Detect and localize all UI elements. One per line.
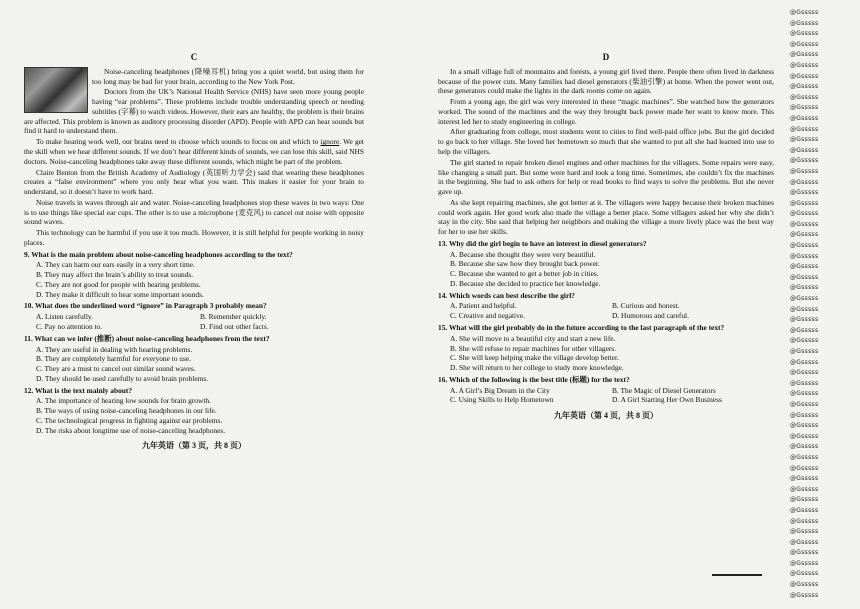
margin-pattern-line: @Gsssss [790, 506, 819, 514]
margin-pattern-line: @Gsssss [790, 485, 819, 493]
question: 13. Why did the girl begin to have an interest in diesel generators? [438, 238, 647, 248]
option: B. The ways of using noise-canceling headphones in our life. [36, 406, 217, 416]
section-letter: C [190, 52, 198, 62]
margin-pattern-line: @Gsssss [790, 443, 819, 451]
margin-pattern-line: @Gsssss [790, 295, 819, 303]
option: C. Using Skills to Help Hometown [450, 395, 554, 405]
margin-pattern-line: @Gsssss [790, 591, 819, 598]
margin-pattern-line: @Gsssss [790, 432, 819, 440]
margin-pattern-line: @Gsssss [790, 189, 819, 197]
option: D. They should be used carefully to avoid brain problems. [36, 373, 209, 383]
paragraph: As she kept repairing machines, she got better at it. The villagers were happy because their broken machines could work again. Her good work also made the village a better place. Some villagers asked her why she didn’t stay in the city. She said that helping her neighbors and making the village a more lively place was the best way for her to use her skills. [438, 197, 774, 237]
margin-pattern-line: @Gsssss [790, 136, 819, 144]
margin-pattern-line: @Gsssss [790, 400, 819, 408]
option: B. The Magic of Diesel Generators [612, 385, 716, 395]
margin-pattern-line: @Gsssss [790, 210, 819, 218]
option: A. Listen carefully. [36, 312, 93, 322]
margin-pattern-line: @Gsssss [790, 581, 819, 589]
margin-pattern-line: @Gsssss [790, 316, 819, 324]
exam-page-right [438, 0, 774, 609]
margin-pattern-line: @Gsssss [790, 146, 819, 154]
margin-pattern-line: @Gsssss [790, 390, 819, 398]
margin-pattern-line: @Gsssss [790, 305, 819, 313]
paragraph: Claire Benton from the British Academy of Audiology (英国听力学会) said that wearing these headphones creates a “false environment” where you only hear what you want. This makes it easier for your brain to understand, so it doesn’t have to work hard. [24, 167, 364, 197]
option: A. The importance of hearing low sounds for brain growth. [36, 396, 211, 406]
paragraph: The girl started to repair broken diesel engines and other machines for the villagers. Some repairs were easy, like changing a small part. But some were hard and took a long time. Sometimes, she couldn’t fix the machines in the beginning. She had to ask others for help or read books to find ways to solve the problems. But she never gave up. [438, 157, 774, 197]
paragraph: To make hearing work well, our brains need to choose which sounds to focus on and which to ignore. We get the skill when we hear different sounds. If we don’t hear different kinds of sounds, we can lose this skill, said NHS doctors. Noise-canceling headphones take away these different sounds, which might be part of the problem. [24, 137, 364, 166]
option: D. Because she decided to practice her knowledge. [450, 278, 601, 288]
margin-pattern-line: @Gsssss [790, 464, 819, 472]
option: D. They make it difficult to hear some important sounds. [36, 289, 204, 299]
margin-pattern-line: @Gsssss [790, 9, 819, 16]
margin-pattern-line: @Gsssss [790, 30, 819, 38]
option: C. They are a must to cancel out similar sound waves. [36, 364, 196, 374]
margin-pattern-line: @Gsssss [790, 242, 819, 250]
option: C. Because she wanted to get a better job in cities. [450, 269, 599, 279]
option: A. She will move to a beautiful city and start a new life. [450, 333, 616, 343]
margin-pattern-line: @Gsssss [790, 157, 819, 165]
paragraph: In a small village full of mountains and forests, a young girl lived there. People there often lived in darkness because of the power cuts. Many families had diesel generators (柴油引擎) at home. When the power went out, these generators could make the lights in the dark rooms come on again. [438, 66, 774, 96]
margin-pattern-line: @Gsssss [790, 231, 819, 239]
option: D. The risks about longtime use of noise-canceling headphones. [36, 425, 226, 435]
option: B. Remember quickly. [200, 312, 267, 322]
paragraph: From a young age, the girl was very interested in these “magic machines”. She watched how the generators worked. The sound of the machines and the way they brought back power made her want to know more. This interest led her to study engineering in college. [438, 97, 774, 126]
margin-pattern-line: @Gsssss [790, 93, 819, 101]
margin-pattern-line: @Gsssss [790, 475, 819, 483]
paragraph: This technology can be harmful if you use it too much. However, it is still helpful for people working in noisy places. [24, 228, 364, 247]
question: 11. What can we infer (推断) about noise-canceling headphones from the text? [24, 333, 270, 343]
margin-pattern-line: @Gsssss [790, 114, 819, 122]
option: A. Patient and helpful. [450, 301, 517, 311]
margin-pattern [790, 8, 852, 598]
paragraph: Noise travels in waves through air and water. Noise-canceling headphones stop these waves in two ways: One is to use things like special ear cups. The other is to use a microphone (麦克风) to cancel out noise with opposite sound waves. [24, 197, 364, 227]
divider-line [712, 574, 762, 576]
margin-pattern-line: @Gsssss [790, 358, 819, 366]
option: B. Because she saw how they brought back power. [450, 259, 600, 269]
option: D. Find out other facts. [200, 322, 269, 332]
margin-pattern-line: @Gsssss [790, 538, 819, 546]
option: B. Curious and honest. [612, 301, 680, 311]
page-footer: 九年英语（第 3 页，共 8 页） [142, 441, 246, 451]
option: A. A Girl’s Big Dream in the City [450, 385, 550, 395]
margin-pattern-line: @Gsssss [790, 83, 819, 91]
margin-pattern-line: @Gsssss [790, 199, 819, 207]
option: B. She will refuse to repair machines for other villagers. [450, 343, 617, 353]
page-footer: 九年英语（第 4 页，共 8 页） [554, 411, 658, 421]
margin-pattern-line: @Gsssss [790, 369, 819, 377]
margin-pattern-line: @Gsssss [790, 167, 819, 175]
margin-pattern-line: @Gsssss [790, 19, 819, 27]
margin-pattern-line: @Gsssss [790, 125, 819, 133]
question: 15. What will the girl probably do in the future according to the last paragraph of the text? [438, 323, 725, 333]
margin-pattern-line: @Gsssss [790, 570, 819, 578]
question: 10. What does the underlined word “ignore” in Paragraph 3 probably mean? [24, 301, 267, 311]
option: D. A Girl Starting Her Own Business [612, 395, 722, 405]
margin-pattern-line: @Gsssss [790, 273, 819, 281]
headphones-photo [24, 67, 88, 113]
option: C. They are not good for people with hearing problems. [36, 279, 201, 289]
section-letter: D [602, 52, 610, 62]
margin-pattern-line: @Gsssss [790, 559, 819, 567]
option: A. They are useful in dealing with hearing problems. [36, 344, 193, 354]
margin-pattern-line: @Gsssss [790, 61, 819, 69]
margin-pattern-line: @Gsssss [790, 528, 819, 536]
margin-pattern-line: @Gsssss [790, 453, 819, 461]
paragraph: After graduating from college, most students went to cities to find well-paid office jobs. But the girl decided to go back to her village. She loved her hometown so much that she wanted to put all she had learned into use to help the villagers. [438, 127, 774, 156]
option: D. She will return to her college to study more knowledge. [450, 363, 624, 373]
margin-pattern-line: @Gsssss [790, 549, 819, 557]
margin-pattern-line: @Gsssss [790, 337, 819, 345]
margin-pattern-line: @Gsssss [790, 178, 819, 186]
question: 16. Which of the following is the best title (标题) for the text? [438, 374, 630, 384]
option: C. Creative and negative. [450, 311, 525, 321]
option: A. Because she thought they were very beautiful. [450, 249, 596, 259]
margin-pattern-line: @Gsssss [790, 72, 819, 80]
option: B. They may affect the brain’s ability to treat sounds. [36, 270, 194, 280]
margin-pattern-line: @Gsssss [790, 51, 819, 59]
option: C. She will keep helping make the village develop better. [450, 353, 619, 363]
margin-pattern-line: @Gsssss [790, 284, 819, 292]
margin-pattern-line: @Gsssss [790, 379, 819, 387]
margin-pattern-line: @Gsssss [790, 40, 819, 48]
paragraph: Doctors from the UK’s National Health Service (NHS) have seen more young people having “ear problems”. These problems include trouble understanding speech or needing subtitles (字幕) to watch videos. However, their ears are healthy, the problem is their brains are affected. This problem is known as auditory processing disorder (APD). People with APD can hear sounds but find it hard to understand them. [24, 87, 364, 136]
margin-pattern-line: @Gsssss [790, 422, 819, 430]
question: 14. Which words can best describe the girl? [438, 290, 575, 300]
option: C. The technological progress in fighting against ear problems. [36, 415, 223, 425]
option: B. They are completely harmful for everyone to use. [36, 354, 192, 364]
question: 9. What is the main problem about noise-canceling headphones according to the text? [24, 249, 293, 259]
margin-pattern-line: @Gsssss [790, 411, 819, 419]
option: A. They can harm our ears easily in a very short time. [36, 260, 195, 270]
exam-page-left [24, 0, 364, 609]
margin-pattern-line: @Gsssss [790, 220, 819, 228]
margin-pattern-line: @Gsssss [790, 517, 819, 525]
option: D. Humorous and careful. [612, 311, 689, 321]
margin-pattern-line: @Gsssss [790, 348, 819, 355]
paragraph: Noise-canceling headphones (降噪耳机) bring you a quiet world, but using them for too long may be bad for your brain, according to the New York Post. [92, 66, 364, 86]
margin-pattern-line: @Gsssss [790, 263, 819, 271]
margin-pattern-line: @Gsssss [790, 104, 819, 112]
margin-pattern-line: @Gsssss [790, 326, 819, 334]
option: C. Pay no attention to. [36, 322, 103, 332]
margin-pattern-line: @Gsssss [790, 496, 819, 504]
margin-pattern-line: @Gsssss [790, 252, 819, 260]
question: 12. What is the text mainly about? [24, 385, 133, 395]
underlined-word: ignore [320, 137, 340, 147]
